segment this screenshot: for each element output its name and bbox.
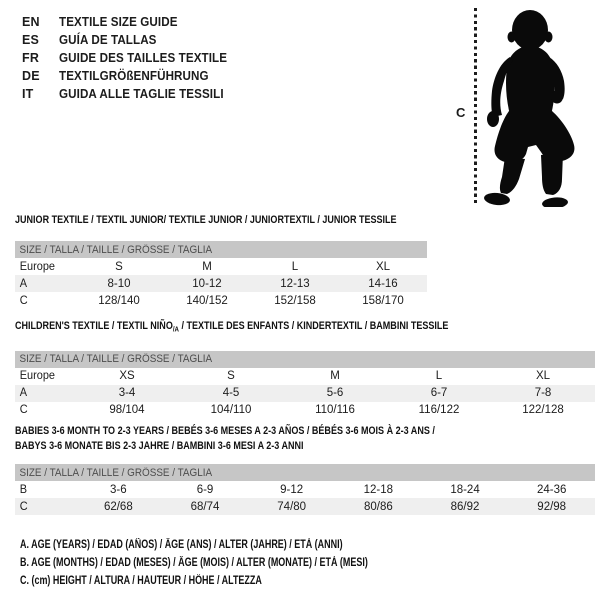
row-label: C bbox=[19, 294, 28, 307]
footnote-line: A. AGE (YEARS) / EDAD (AÑOS) / ÂGE (ANS) / ALTER (JAHRE) / ETÀ (ANNI) bbox=[20, 539, 343, 551]
size-cell: 122/128 bbox=[522, 404, 564, 416]
size-cell: 9-12 bbox=[280, 483, 304, 496]
section-title-line bbox=[15, 319, 491, 337]
section-title-line bbox=[15, 213, 397, 228]
size-cell: 104/110 bbox=[210, 404, 252, 416]
size-table-section-2 bbox=[15, 424, 595, 515]
measure-c-label: C bbox=[456, 105, 466, 120]
section-title bbox=[15, 319, 595, 337]
size-cell: S bbox=[227, 370, 235, 382]
baby-silhouette-icon bbox=[483, 7, 596, 207]
size-cell: 62/68 bbox=[103, 500, 133, 513]
size-cell: 10-12 bbox=[192, 277, 222, 290]
size-cell: 12-18 bbox=[363, 483, 394, 496]
table-row bbox=[15, 368, 595, 385]
size-cell: 7-8 bbox=[534, 387, 552, 399]
height-dashed-line bbox=[474, 8, 477, 205]
language-code: FR bbox=[22, 51, 40, 65]
size-cell: 8-10 bbox=[107, 277, 131, 290]
size-cell: 110/116 bbox=[315, 404, 355, 416]
row-label: B bbox=[19, 483, 28, 496]
title-segment: / TEXTILE DES ENFANTS / KINDERTEXTIL / BAMBINI TESSILE bbox=[178, 320, 449, 332]
language-list bbox=[22, 13, 240, 103]
size-cell: 92/98 bbox=[537, 500, 567, 513]
size-cell: 18-24 bbox=[450, 483, 480, 496]
size-cell: 140/152 bbox=[186, 294, 228, 307]
size-cell: 68/74 bbox=[190, 500, 220, 513]
language-code: ES bbox=[22, 33, 40, 47]
size-header-bar bbox=[15, 351, 595, 368]
size-cell: 152/158 bbox=[274, 294, 316, 307]
size-cell: M bbox=[330, 370, 340, 382]
section-title-line bbox=[15, 439, 491, 454]
footnote-line: B. AGE (MONTHS) / EDAD (MESES) / ÂGE (MOIS) / ALTER (MONATE) / ETÀ (MESI) bbox=[20, 557, 368, 569]
size-header-bar bbox=[15, 241, 427, 258]
language-code: EN bbox=[22, 15, 40, 29]
language-title: GUÍA DE TALLAS bbox=[59, 33, 157, 47]
size-header-label: SIZE / TALLA / TAILLE / GRÖSSE / TAGLIA bbox=[19, 353, 213, 365]
size-cell: 6-9 bbox=[196, 483, 214, 496]
table-row bbox=[15, 292, 427, 309]
language-row bbox=[22, 49, 240, 67]
size-cell: 6-7 bbox=[430, 387, 448, 399]
table-row bbox=[15, 402, 595, 419]
size-cell: 14-16 bbox=[368, 277, 398, 290]
language-row bbox=[22, 31, 240, 49]
row-label: A bbox=[19, 387, 28, 399]
language-title: TEXTILE SIZE GUIDE bbox=[59, 15, 178, 29]
size-cell: 158/170 bbox=[362, 294, 404, 307]
size-cell: 12-13 bbox=[280, 277, 310, 290]
size-cell: 5-6 bbox=[326, 387, 344, 399]
size-table bbox=[15, 464, 595, 515]
size-cell: 3-6 bbox=[110, 483, 127, 496]
section-title-line bbox=[15, 424, 491, 439]
size-cell: 4-5 bbox=[222, 387, 240, 399]
footnote-line: C. (cm) HEIGHT / ALTURA / HAUTEUR / HÖHE / ALTEZZA bbox=[20, 575, 262, 587]
size-cell: 3-4 bbox=[118, 387, 136, 399]
language-title: TEXTILGRÖßENFÜHRUNG bbox=[59, 69, 209, 83]
table-row bbox=[15, 498, 595, 515]
table-row bbox=[15, 275, 427, 292]
size-cell: 98/104 bbox=[109, 404, 145, 416]
size-cell: S bbox=[115, 260, 123, 273]
size-cell: 74/80 bbox=[277, 500, 307, 513]
language-row bbox=[22, 13, 240, 31]
size-cell: M bbox=[202, 260, 212, 273]
size-cell: L bbox=[435, 370, 443, 382]
table-row bbox=[15, 385, 595, 402]
table-row bbox=[15, 258, 427, 275]
size-table bbox=[15, 351, 595, 419]
size-cell: 116/122 bbox=[418, 404, 460, 416]
footnotes bbox=[20, 539, 466, 593]
size-cell: XS bbox=[119, 370, 135, 382]
size-cell: 24-36 bbox=[536, 483, 567, 496]
language-row bbox=[22, 85, 240, 103]
size-cell: XL bbox=[375, 260, 391, 273]
size-header-label: SIZE / TALLA / TAILLE / GRÖSSE / TAGLIA bbox=[19, 243, 213, 256]
size-table bbox=[15, 241, 427, 309]
language-code: DE bbox=[22, 69, 40, 83]
size-cell: XL bbox=[535, 370, 551, 382]
language-title: GUIDA ALLE TAGLIE TESSILI bbox=[59, 87, 224, 101]
size-cell: 128/140 bbox=[98, 294, 140, 307]
size-table-section-1 bbox=[15, 319, 595, 419]
language-code: IT bbox=[22, 87, 34, 101]
title-segment: /A bbox=[172, 324, 179, 334]
section-title bbox=[15, 213, 427, 228]
title-segment: BABYS 3-6 MONATE BIS 2-3 JAHRE / BAMBINI 3-6 MESI A 2-3 ANNI bbox=[15, 440, 304, 452]
language-title: GUIDE DES TAILLES TEXTILE bbox=[59, 51, 228, 65]
size-header-label: SIZE / TALLA / TAILLE / GRÖSSE / TAGLIA bbox=[19, 466, 213, 479]
size-table-section-0 bbox=[15, 213, 427, 309]
row-label: C bbox=[19, 404, 28, 416]
title-segment: CHILDREN'S TEXTILE / TEXTIL NIÑO bbox=[15, 320, 173, 332]
table-row bbox=[15, 481, 595, 498]
language-row bbox=[22, 67, 240, 85]
row-label: Europe bbox=[19, 370, 55, 382]
row-label: C bbox=[19, 500, 28, 513]
size-cell: 80/86 bbox=[363, 500, 393, 513]
title-segment: BABIES 3-6 MONTH TO 2-3 YEARS / BEBÉS 3-6 MESES A 2-3 AÑOS / BÉBÉS 3-6 MOIS À 2-3 ANS / bbox=[15, 425, 435, 437]
row-label: A bbox=[19, 277, 28, 290]
size-cell: L bbox=[291, 260, 299, 273]
row-label: Europe bbox=[19, 260, 55, 273]
size-cell: 86/92 bbox=[450, 500, 480, 513]
title-segment: JUNIOR TEXTILE / TEXTIL JUNIOR/ TEXTILE JUNIOR / JUNIORTEXTIL / JUNIOR TESSILE bbox=[15, 214, 397, 226]
section-title bbox=[15, 424, 595, 454]
size-header-bar bbox=[15, 464, 595, 481]
